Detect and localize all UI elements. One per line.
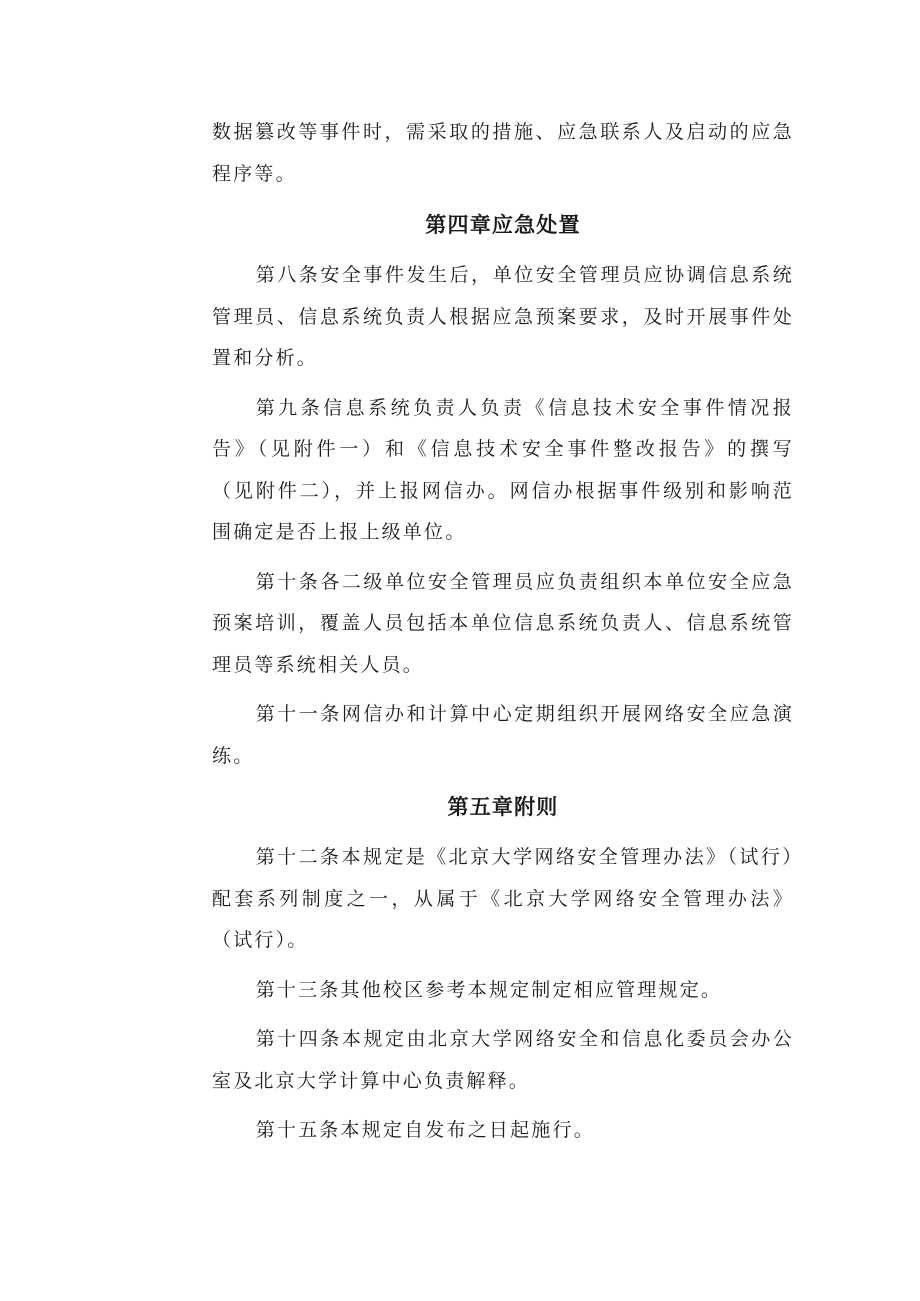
article-9: 第九条信息系统负责人负责《信息技术安全事件情况报告》（见附件一）和《信息技术安全事件整改报告》的撰写（见附件二），并上报网信办。网信办根据事件级别和影响范围确定是否上报上级单位。 [212, 396, 794, 543]
paragraph-continuation: 数据篡改等事件时，需采取的措施、应急联系人及启动的应急程序等。 [212, 121, 794, 185]
article-14: 第十四条本规定由北京大学网络安全和信息化委员会办公室及北京大学计算中心负责解释。 [212, 1028, 794, 1092]
article-12: 第十二条本规定是《北京大学网络安全管理办法》（试行）配套系列制度之一，从属于《北京大学网络安全管理办法》（试行）。 [212, 846, 794, 951]
article-10: 第十条各二级单位安全管理员应负责组织本单位安全应急预案培训，覆盖人员包括本单位信息系统负责人、信息系统管理员等系统相关人员。 [212, 570, 794, 676]
article-8: 第八条安全事件发生后，单位安全管理员应协调信息系统管理员、信息系统负责人根据应急预案要求，及时开展事件处置和分析。 [212, 264, 794, 369]
document-page [212, 112, 794, 1160]
chapter-heading-5: 第五章附则 [447, 794, 559, 819]
article-15: 第十五条本规定自发布之日起施行。 [255, 1119, 595, 1141]
article-11: 第十一条网信办和计算中心定期组织开展网络安全应急演练。 [212, 703, 794, 767]
article-13: 第十三条其他校区参考本规定制定相应管理规定。 [255, 978, 723, 1001]
chapter-heading-4: 第四章应急处置 [425, 212, 581, 237]
